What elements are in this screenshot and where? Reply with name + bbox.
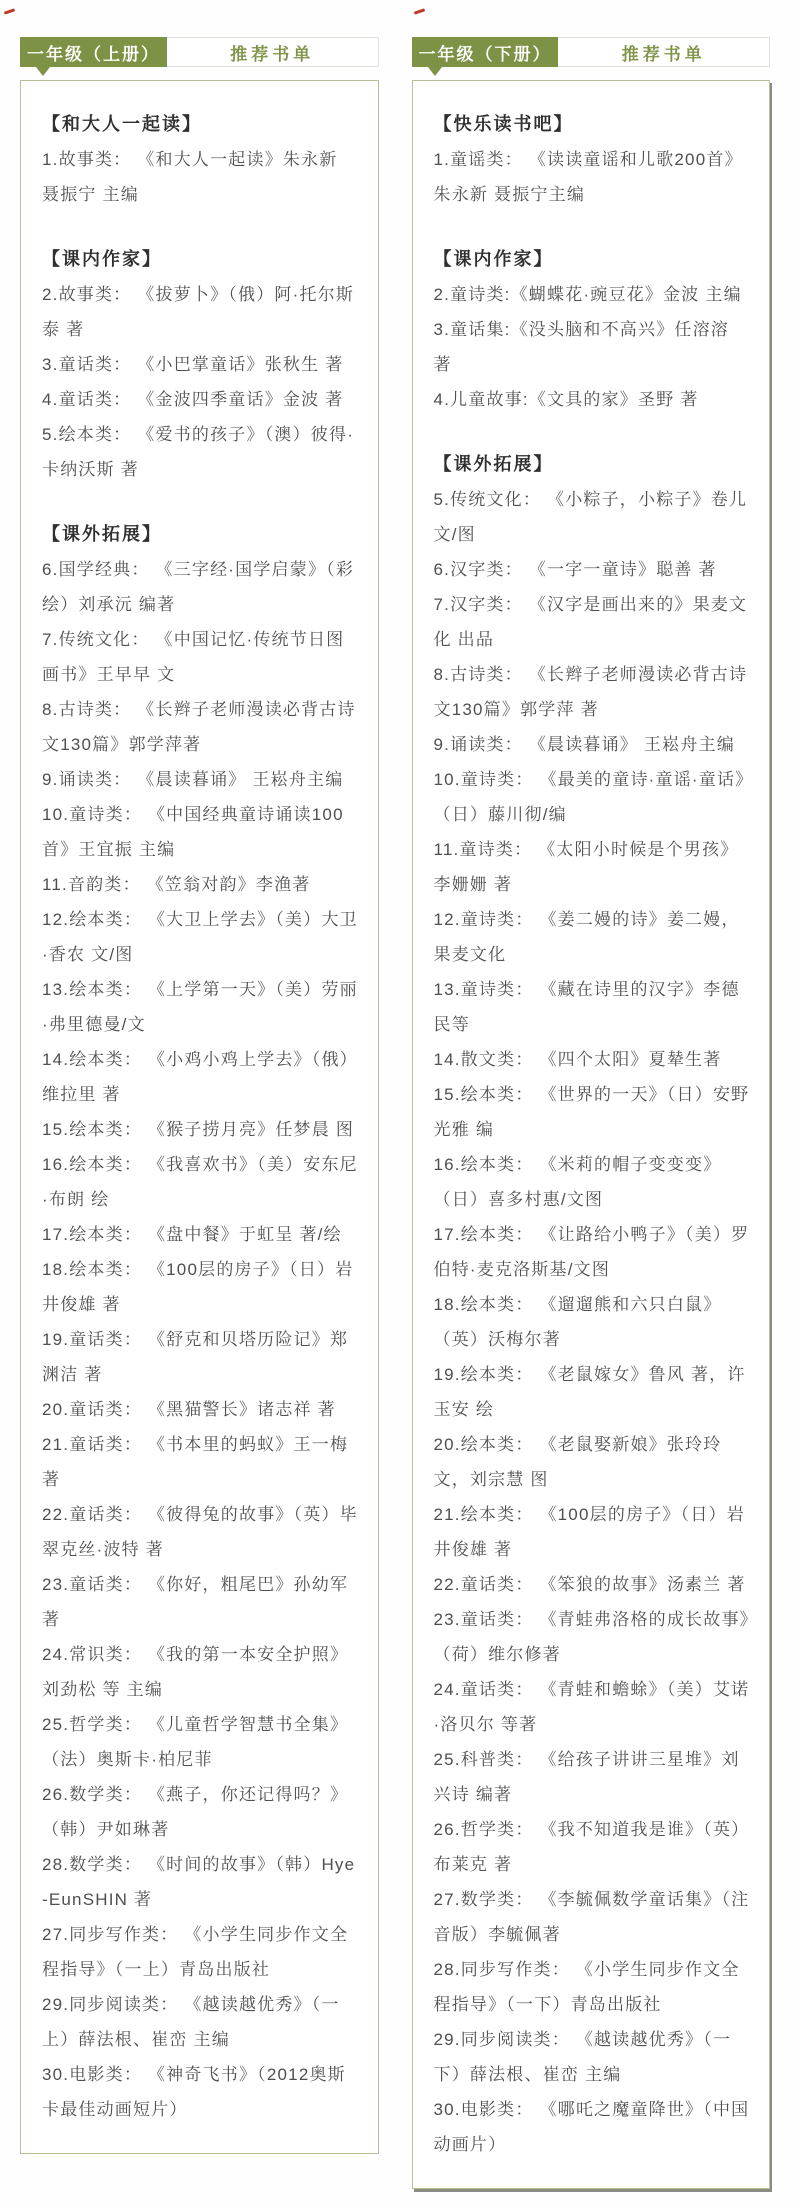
book-item: 19.童话类： 《舒克和贝塔历险记》郑渊洁 著 xyxy=(42,1330,349,1384)
book-item: 26.数学类： 《燕子，你还记得吗？》（韩）尹如琳著 xyxy=(42,1785,349,1839)
book-item: 4.儿童故事:《文具的家》圣野 著 xyxy=(433,390,699,409)
book-item: 15.绘本类： 《世界的一天》（日）安野光雅 编 xyxy=(433,1085,750,1139)
book-list-box xyxy=(20,80,379,2154)
red-dash-mark xyxy=(4,8,15,14)
book-item: 9.诵读类： 《晨读暮诵》 王崧舟主编 xyxy=(42,770,344,789)
book-item: 19.绘本类： 《老鼠嫁女》鲁风 著，许玉安 绘 xyxy=(433,1365,746,1419)
book-item: 30.电影类： 《神奇飞书》（2012奥斯卡最佳动画短片） xyxy=(42,2065,346,2119)
book-list-box xyxy=(412,80,771,2189)
book-item: 27.数学类： 《李毓佩数学童话集》（注音版）李毓佩著 xyxy=(433,1890,750,1944)
book-item: 17.绘本类： 《让路给小鸭子》（美）罗伯特·麦克洛斯基/文图 xyxy=(433,1225,750,1279)
book-item: 8.古诗类： 《长辫子老师漫读必背古诗文130篇》郭学萍著 xyxy=(42,700,356,754)
header-title-area xyxy=(558,37,770,67)
book-item: 22.童话类： 《彼得兔的故事》（英）毕翠克丝·波特 著 xyxy=(42,1505,358,1559)
book-item: 6.汉字类： 《一字一童诗》聪善 著 xyxy=(433,560,717,579)
book-item: 3.童话类： 《小巴掌童话》张秋生 著 xyxy=(42,355,344,374)
book-item: 21.绘本类： 《100层的房子》（日）岩井俊雄 著 xyxy=(433,1505,745,1559)
recommended-list-title: 推荐书单 xyxy=(621,44,706,64)
book-list xyxy=(42,107,361,2127)
book-item: 21.童话类： 《书本里的蚂蚁》王一梅 著 xyxy=(42,1435,349,1489)
book-item: 25.哲学类： 《儿童哲学智慧书全集》（法）奥斯卡·柏尼菲 xyxy=(42,1715,349,1769)
book-item: 13.童诗类： 《藏在诗里的汉字》李德民等 xyxy=(433,980,740,1034)
book-item: 12.童诗类： 《姜二嫚的诗》姜二嫚，果麦文化 xyxy=(433,910,740,964)
book-item: 2.故事类： 《拔萝卜》（俄）阿·托尔斯泰 著 xyxy=(42,285,355,339)
book-item: 4.童话类： 《金波四季童话》金波 著 xyxy=(42,390,344,409)
book-item: 24.童话类： 《青蛙和蟾蜍》（美）艾诺·洛贝尔 等著 xyxy=(433,1680,750,1734)
recommended-list-title: 推荐书单 xyxy=(230,44,315,64)
book-item: 10.童诗类： 《中国经典童诗诵读100首》王宜振 主编 xyxy=(42,805,344,859)
section-title: 【快乐读书吧】 xyxy=(433,114,574,134)
book-item: 28.数学类： 《时间的故事》（韩）Hye-EunSHIN 著 xyxy=(42,1855,356,1909)
book-item: 6.国学经典： 《三字经·国学启蒙》（彩绘）刘承沅 编著 xyxy=(42,560,355,614)
book-section xyxy=(42,517,361,2127)
book-item: 8.古诗类： 《长辫子老师漫读必背古诗文130篇》郭学萍 著 xyxy=(433,665,748,719)
book-item: 14.散文类： 《四个太阳》夏辇生著 xyxy=(433,1050,722,1069)
book-item: 5.传统文化： 《小粽子，小粽子》卷儿 文/图 xyxy=(433,490,748,544)
book-item: 23.童话类： 《青蛙弗洛格的成长故事》（荷）维尔修著 xyxy=(433,1610,750,1664)
book-item: 1.童谣类： 《读读童谣和儿歌200首》朱永新 聂振宁主编 xyxy=(433,150,743,204)
book-list xyxy=(434,107,753,2162)
book-item: 15.绘本类： 《猴子捞月亮》任梦晨 图 xyxy=(42,1120,355,1139)
section-title: 【和大人一起读】 xyxy=(42,114,202,134)
book-section xyxy=(42,242,361,487)
book-item: 30.电影类： 《哪吒之魔童降世》（中国动画片） xyxy=(433,2100,750,2154)
tab-label: 一年级（下册） xyxy=(418,44,552,64)
book-item: 11.音韵类： 《笠翁对韵》李渔著 xyxy=(42,875,311,894)
book-item: 14.绘本类： 《小鸡小鸡上学去》（俄）维拉里 著 xyxy=(42,1050,358,1104)
book-item: 16.绘本类： 《我喜欢书》（美）安东尼·布朗 绘 xyxy=(42,1155,358,1209)
book-item: 9.诵读类： 《晨读暮诵》 王崧舟主编 xyxy=(433,735,735,754)
book-item: 24.常识类： 《我的第一本安全护照》刘劲松 等 主编 xyxy=(42,1645,349,1699)
red-dash-mark xyxy=(413,8,424,14)
book-item: 18.绘本类： 《100层的房子》（日）岩井俊雄 著 xyxy=(42,1260,354,1314)
book-item: 18.绘本类： 《遛遛熊和六只白鼠》（英）沃梅尔著 xyxy=(433,1295,722,1349)
book-item: 1.故事类： 《和大人一起读》朱永新 聂振宁 主编 xyxy=(42,150,338,204)
book-section xyxy=(434,447,753,2162)
book-item: 27.同步写作类： 《小学生同步作文全程指导》（一上）青岛出版社 xyxy=(42,1925,349,1979)
column-header xyxy=(20,37,379,67)
book-item: 2.童诗类:《蝴蝶花·豌豆花》金波 主编 xyxy=(433,285,742,304)
book-section xyxy=(434,242,753,417)
book-item: 3.童话集:《没头脑和不高兴》任溶溶 著 xyxy=(433,320,730,374)
tab-grade1-volume2[interactable] xyxy=(412,37,559,67)
book-item: 13.绘本类： 《上学第一天》（美）劳丽·弗里德曼/文 xyxy=(42,980,358,1034)
book-item: 12.绘本类： 《大卫上学去》（美）大卫·香农 文/图 xyxy=(42,910,358,964)
book-section xyxy=(42,107,361,212)
book-item: 11.童诗类： 《太阳小时候是个男孩》李姗姗 著 xyxy=(433,840,739,894)
book-item: 5.绘本类： 《爱书的孩子》（澳）彼得·卡纳沃斯 著 xyxy=(42,425,355,479)
tab-grade1-volume1[interactable] xyxy=(20,37,167,67)
book-item: 17.绘本类： 《盘中餐》于虹呈 著/绘 xyxy=(42,1225,342,1244)
book-item: 20.绘本类： 《老鼠娶新娘》张玲玲 文，刘宗慧 图 xyxy=(433,1435,722,1489)
column-grade1-volume2 xyxy=(412,37,771,2189)
section-title: 【课内作家】 xyxy=(433,249,554,269)
book-item: 26.哲学类： 《我不知道我是谁》（英）布莱克 著 xyxy=(433,1820,750,1874)
book-item: 16.绘本类： 《米莉的帽子变变变》（日）喜多村惠/文图 xyxy=(433,1155,722,1209)
column-header xyxy=(412,37,771,67)
book-item: 23.童话类： 《你好，粗尾巴》孙幼军 著 xyxy=(42,1575,349,1629)
book-item: 25.科普类： 《给孩子讲讲三星堆》刘兴诗 编著 xyxy=(433,1750,740,1804)
book-section xyxy=(434,107,753,212)
section-title: 【课外拓展】 xyxy=(42,524,162,544)
column-grade1-volume1 xyxy=(20,37,379,2189)
tab-label: 一年级（上册） xyxy=(26,44,160,64)
header-title-area xyxy=(167,37,379,67)
section-title: 【课内作家】 xyxy=(42,249,162,269)
section-title: 【课外拓展】 xyxy=(433,454,554,474)
book-item: 29.同步阅读类： 《越读越优秀》（一下）薛法根、崔峦 主编 xyxy=(433,2030,732,2084)
book-item: 29.同步阅读类： 《越读越优秀》（一上）薛法根、崔峦 主编 xyxy=(42,1995,340,2049)
book-item: 7.汉字类： 《汉字是画出来的》果麦文化 出品 xyxy=(433,595,748,649)
book-item: 22.童话类： 《笨狼的故事》汤素兰 著 xyxy=(433,1575,746,1594)
book-item: 20.童话类： 《黑猫警长》诸志祥 著 xyxy=(42,1400,336,1419)
book-item: 7.传统文化： 《中国记忆·传统节日图画书》王早早 文 xyxy=(42,630,345,684)
book-item: 28.同步写作类： 《小学生同步作文全程指导》（一下）青岛出版社 xyxy=(433,1960,740,2014)
book-item: 10.童诗类： 《最美的童诗·童谣·童话》（日）藤川彻/编 xyxy=(433,770,745,824)
